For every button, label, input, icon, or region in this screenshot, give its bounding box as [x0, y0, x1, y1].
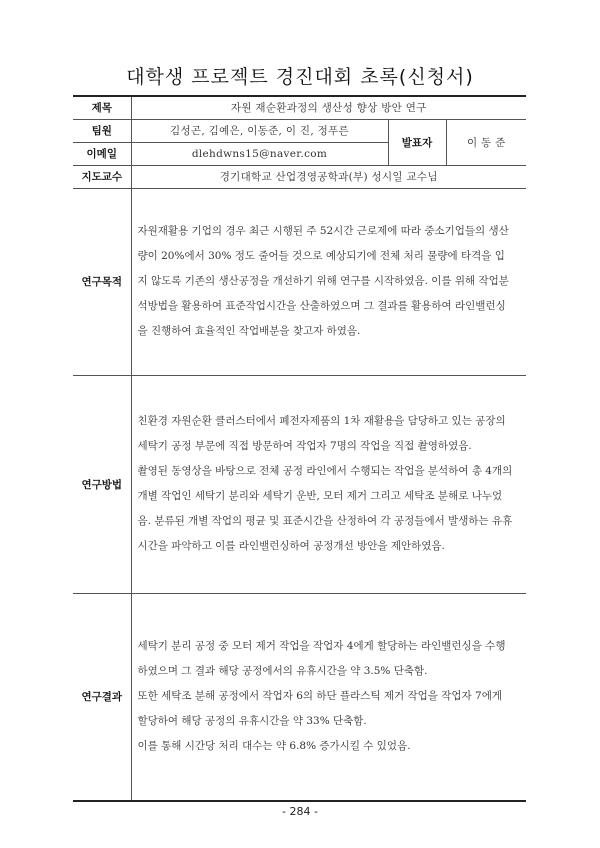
- result-text: [131, 593, 526, 801]
- presenter-value: 이 동 준: [446, 119, 526, 165]
- row-advisor: [73, 165, 526, 188]
- row-subject: [73, 96, 526, 119]
- purpose-label: 연구목적: [73, 188, 131, 375]
- method-text: [131, 375, 526, 593]
- row-method: [73, 375, 526, 593]
- team-value: 김성곤, 김예은, 이동준, 이 진, 정푸른: [131, 119, 388, 142]
- result-paragraph-3: 이를 통해 시간당 처리 대수는 약 6.8% 증가시킬 수 있었음.: [137, 740, 411, 753]
- purpose-paragraph: 자원재활용 기업의 경우 최근 시행된 주 52시간 근로제에 따라 중소기업들의 생산량이 20%에서 30% 정도 줄어들 것으로 예상되기에 전체 처리 물량에 타격을 입지 않도록 기존의 생산공정을 개선하기 위해 연구를 시작하였음. 이를 위해 작업분석방법을 활용하여 표준작업시간을 산출하였으며 그 결과를 활용하여 라인밸런싱을 진행하여 효율적인 작업배분을 찾고자 하였음.: [137, 225, 509, 337]
- method-paragraph-2: 촬영된 동영상을 바탕으로 전체 공정 라인에서 수행되는 작업을 분석하여 총 4개의 개별 작업인 세탁기 분리와 세탁기 운반, 모터 제거 그리고 세탁조 분해로 나누었음. 분류된 개별 작업의 평균 및 표준시간을 산정하여 각 공정들에서 발생하는 유휴시간을 파악하고 이를 라인밸런싱하여 공정개선 방안을 제안하였음.: [137, 465, 513, 552]
- row-team: [73, 119, 526, 142]
- page-number: - 284 -: [282, 805, 318, 818]
- advisor-label: 지도교수: [73, 165, 131, 188]
- subject-value: 자원 재순환과정의 생산성 향상 방안 연구: [131, 96, 526, 119]
- subject-label: 제목: [73, 96, 131, 119]
- presenter-label: 발표자: [388, 119, 446, 165]
- result-paragraph-1: 세탁기 분리 공정 중 모터 제거 작업을 작업자 4에게 할당하는 라인밸런싱을 수행하였으며 그 결과 해당 공정에서의 유휴시간을 약 3.5% 단축함.: [137, 640, 506, 678]
- abstract-form: [73, 95, 526, 802]
- method-paragraph-1: 친환경 자원순환 클러스터에서 폐전자제품의 1차 재활용을 담당하고 있는 공장의 세탁기 공정 부문에 직접 방문하여 작업자 7명의 작업을 직접 촬영하였음.: [137, 415, 506, 452]
- row-purpose: [73, 188, 526, 375]
- purpose-text: [131, 188, 526, 375]
- team-label: 팀원: [73, 119, 131, 142]
- method-label: 연구방법: [73, 375, 131, 593]
- result-paragraph-2: 또한 세탁조 분해 공정에서 작업자 6의 하단 플라스틱 제거 작업을 작업자 7에게 할당하여 해당 공정의 유휴시간을 약 33% 단축함.: [137, 690, 503, 728]
- result-label: 연구결과: [73, 593, 131, 801]
- email-label: 이메일: [73, 142, 131, 165]
- advisor-value: 경기대학교 산업경영공학과(부) 성시일 교수님: [131, 165, 526, 188]
- document-title: 대학생 프로젝트 경진대회 초록(신청서): [126, 66, 474, 88]
- row-result: [73, 593, 526, 801]
- email-value: dlehdwns15@naver.com: [131, 142, 388, 165]
